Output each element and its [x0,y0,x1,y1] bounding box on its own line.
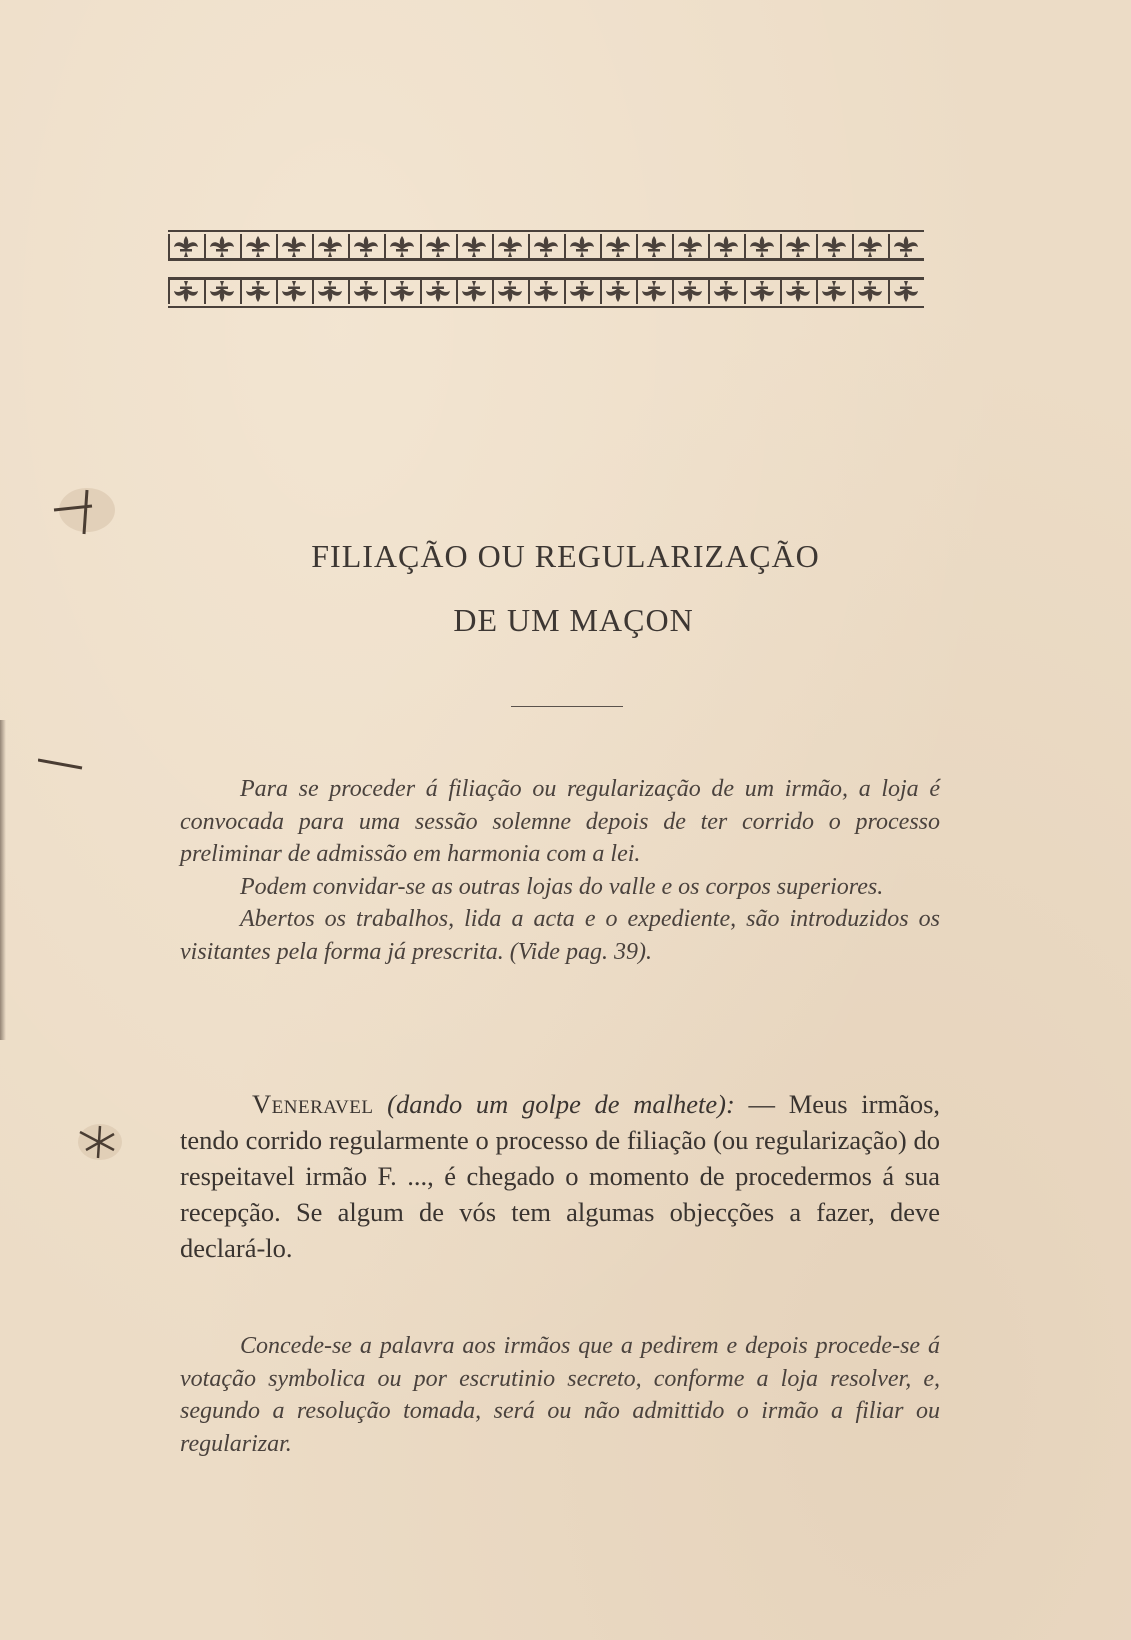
speech-text: — Meus irmãos, tendo corrido regularmente o processo de filiação (ou regularização) do respeitavel irmão F. ..., é chegado o momento de procedermos á sua recepção. Se algum de vós tem algumas objecções a fazer, deve declará-lo. [180,1089,941,1263]
page-title-line-2: DE UM MAÇON [453,602,694,638]
divider-rule [511,706,623,707]
stage-direction: (dando um golpe de malhete): [387,1089,735,1119]
page-edge-shadow [0,720,6,1040]
closing-paragraph: Concede-se a palavra aos irmãos que a pedirem e depois procede-se á votação symbolica ou por escrutinio secreto, conforme a loja resolver, e, segundo a resolução tomada, será ou não admittido o irmão a filiar ou regularizar. [180,1333,940,1457]
ornamental-border [168,228,924,310]
speech-block [180,1086,940,1266]
closing-text [180,1330,940,1460]
intro-paragraph-1: Para se proceder á filiação ou regularização de um irmão, a loja é convocada para uma sessão solemne depois de ter corrido o processo preliminar de admissão em harmonia com a lei. [180,776,940,868]
speech-paragraph [180,1086,940,1266]
intro-paragraph-2: Podem convidar-se as outras lojas do valle e os corpos superiores. [240,873,884,900]
page-title-line-1: FILIAÇÃO OU REGULARIZAÇÃO [311,538,820,574]
ornament-top-row [168,230,924,261]
intro-paragraph-3: Abertos os trabalhos, lida a acta e o expediente, são introduzidos os visitantes pela forma já prescrita. (Vide pag. 39). [180,906,940,965]
speaker-name: Veneravel [252,1089,374,1119]
intro-text [180,773,940,969]
margin-stain-lower [74,1120,130,1166]
ornament-bottom-row [168,277,924,308]
margin-stain-middle [38,756,88,772]
